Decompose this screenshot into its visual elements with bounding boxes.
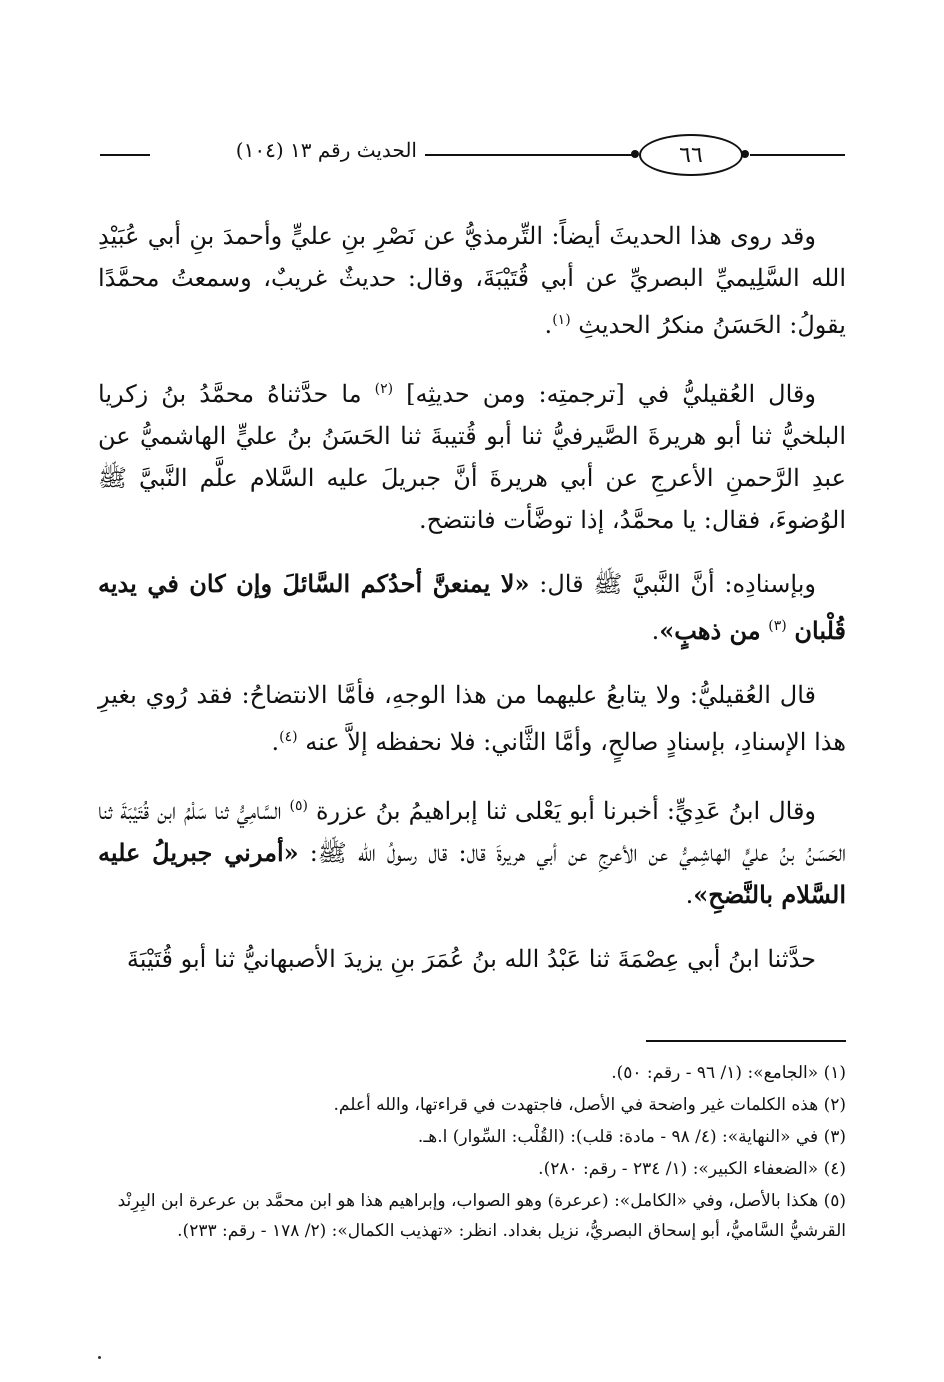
paragraph-text: السَّامِيُّ ثنا سَلْمُ ابن قُتَيْبَةَ ثنا الحَسَنُ بنُ عليٍّ الهاشِميُّ عن الأعرجِ عن أبي هريرةَ قال: قال رسولُ الله ﷺ:: [98, 797, 846, 867]
paragraph: [98, 368, 846, 541]
page-number-badge: [639, 134, 743, 176]
main-text: [98, 215, 846, 1002]
paragraph-end: .: [544, 311, 553, 339]
paragraph-end: .: [271, 728, 280, 756]
paragraph: [98, 674, 846, 763]
header-rule-middle: [425, 154, 635, 156]
paragraph-text: وقد روى هذا الحديثَ أيضاً: التِّرمذيُّ عن نَصْرِ بنِ عليٍّ وأحمدَ بنِ أبي عُبَيْدِ الله السَّلِيميِّ البصريِّ عن أبي قُتَيْبَةَ، وقال: حديثٌ غريبٌ، وسمعتُ محمَّدًا يقولُ: الحَسَنُ منكرُ الحديثِ: [98, 222, 846, 339]
paragraph-end: .: [685, 881, 694, 909]
page-header: [100, 128, 845, 178]
paragraph: [98, 938, 846, 980]
footnote-ref: (٥): [289, 798, 308, 814]
hadith-quote: «أمرني جبريلُ عليه السَّلام بالنَّضحِ»: [98, 838, 846, 909]
paragraph-text: وقال ابنُ عَدِيٍّ: أخبرنا أبو يَعْلى ثنا إبراهيمُ بنُ عزرة: [315, 797, 817, 825]
footnotes: [98, 1058, 846, 1248]
footnote-ref: (٢): [374, 381, 394, 397]
page-number: ٦٦: [679, 142, 703, 168]
paragraph: [98, 563, 846, 652]
hadith-quote: «لا يمنعنَّ أحدُكم السَّائلَ وإن كان في يديه قُلْبان: [98, 569, 846, 645]
paragraph-text: وقال العُقيليُّ في [ترجمتِه: ومن حديثِه]: [406, 380, 816, 408]
paragraph-text: وبإسنادِه: أنَّ النَّبيَّ ﷺ قال:: [539, 570, 816, 598]
paragraph-text: قال العُقيليُّ: ولا يتابعُ عليهما من هذا الوجهِ، فأمَّا الانتضاحُ: فقد رُوي بغيرِ هذا الإسنادِ، بإسنادٍ صالحٍ، وأمَّا الثَّاني: فلا نحفظه إلاَّ عنه: [98, 681, 846, 756]
footnote: (٣) في «النهاية»: (٤/ ٩٨ - مادة: قلب): (القُلْب: السِّوار) ا.هـ.: [417, 1127, 846, 1147]
footnote: (١) «الجامع»: (١/ ٩٦ - رقم: ٥٠).: [611, 1063, 846, 1083]
header-rule-left: [100, 154, 150, 156]
footnote-ref: (٤): [279, 729, 298, 745]
paragraph: [98, 215, 846, 346]
footnote-ref: (١): [552, 312, 571, 328]
footnote: (٢) هذه الكلمات غير واضحة في الأصل، فاجتهدت في قراءتها، والله أعلم.: [333, 1095, 846, 1115]
page-speck: [98, 1356, 101, 1359]
header-rule-right: [750, 154, 845, 156]
hadith-quote: من ذهبٍ»: [659, 616, 761, 645]
paragraph-end: .: [651, 617, 660, 645]
footnote: (٤) «الضعفاء الكبير»: (١/ ٢٣٤ - رقم: ٢٨٠).: [538, 1159, 846, 1179]
paragraph-text: حدَّثنا ابنُ أبي عِصْمَةَ ثنا عَبْدُ الله بنُ عُمَرَ بنِ يزيدَ الأصبهانيُّ ثنا أبو قُتَيْبَةَ: [126, 945, 816, 973]
footnote: (٥) هكذا بالأصل، وفي «الكامل»: (عرعرة) وهو الصواب، وإبراهيم هذا هو ابن محمَّد بن عرعرة ابن البِرِنْد القرشيُّ السَّاميُّ، أبو إسحاق البصريُّ، نزيل بغداد. انظر: «تهذيب الكمال»: (٢/ ١٧٨ - رقم: ٢٣٣).: [117, 1191, 846, 1241]
paragraph-text: ما حدَّثناهُ محمَّدُ بنُ زكريا البلخيُّ ثنا أبو هريرةَ الصَّيرفيُّ ثنا أبو قُتيبةَ ثنا الحَسَنُ بنُ عليٍّ الهاشميُّ عن عبدِ الرَّحمنِ الأعرجِ عن أبي هريرةَ أنَّ جبريلَ عليه السَّلام علَّم النَّبيَّ ﷺ الوُضوءَ، فقال: يا محمَّدُ، إذا توضَّأت فانتضح.: [98, 380, 846, 534]
paragraph: [98, 785, 846, 916]
footnote-ref: (٣): [768, 618, 787, 634]
running-title: الحديث رقم ١٣ (١٠٤): [235, 138, 417, 162]
footnote-separator: [646, 1040, 846, 1042]
